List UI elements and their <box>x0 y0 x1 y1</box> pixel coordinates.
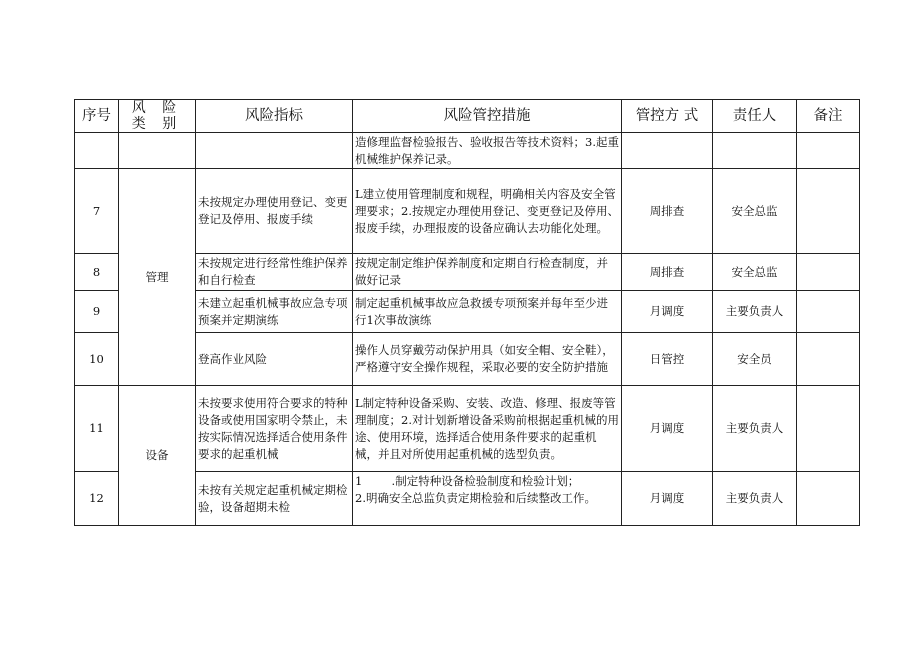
row-seq: 12 <box>75 472 119 526</box>
header-row <box>75 100 860 133</box>
header-remarks: 备注 <box>797 100 860 133</box>
row-owner: 主要负责人 <box>713 386 797 472</box>
row-method: 月调度 <box>622 386 713 472</box>
row-remarks <box>797 472 860 526</box>
row-measures: L制定特种设备采购、安装、改造、修理、报废等管理制度；2.对计划新增设备采购前根据起重机械的用途、使用环境，选择适合使用条件要求的起重机械，并且对所使用起重机械的选型负责。 <box>353 386 622 472</box>
row-seq: 8 <box>75 254 119 291</box>
row-owner: 主要负责人 <box>713 291 797 333</box>
row-remarks <box>797 133 860 169</box>
measure-line-1: 1 .制定特种设备检验制度和检验计划； <box>355 474 580 488</box>
row-method: 周排查 <box>622 169 713 254</box>
header-method: 管控方 式 <box>622 100 713 133</box>
risk-control-table <box>74 99 860 526</box>
row-remarks <box>797 333 860 386</box>
row-indicator: 未按有关规定起重机械定期检验，设备超期未检 <box>196 472 353 526</box>
row-method: 日管控 <box>622 333 713 386</box>
row-category <box>119 133 196 169</box>
row-indicator <box>196 133 353 169</box>
row-measures <box>353 472 622 526</box>
row-method: 周排查 <box>622 254 713 291</box>
row-seq: 11 <box>75 386 119 472</box>
row-owner: 安全总监 <box>713 254 797 291</box>
row-indicator: 登高作业风险 <box>196 333 353 386</box>
header-indicator: 风险指标 <box>196 100 353 133</box>
row-indicator: 未按规定办理使用登记、变更登记及停用、报废手续 <box>196 169 353 254</box>
row-owner: 安全员 <box>713 333 797 386</box>
row-remarks <box>797 169 860 254</box>
row-method: 月调度 <box>622 472 713 526</box>
row-measures: 操作人员穿戴劳动保护用具（如安全帽、安全鞋），严格遵守安全操作规程，采取必要的安全防护措施 <box>353 333 622 386</box>
row-indicator: 未按要求使用符合要求的特种设备或使用国家明令禁止，未按实际情况选择适合使用条件要求的起重机械 <box>196 386 353 472</box>
category-cell-management: 管理 <box>119 169 196 386</box>
row-owner <box>713 133 797 169</box>
row-remarks <box>797 254 860 291</box>
row-method <box>622 133 713 169</box>
table-row <box>75 169 860 254</box>
measure-line-2: 2.明确安全总监负责定期检验和后续整改工作。 <box>355 491 596 505</box>
category-cell-equipment: 设备 <box>119 386 196 526</box>
row-remarks <box>797 291 860 333</box>
header-measures: 风险管控措施 <box>353 100 622 133</box>
row-indicator: 未按规定进行经常性维护保养和自行检查 <box>196 254 353 291</box>
row-owner: 安全总监 <box>713 169 797 254</box>
row-measures: 造修理监督检验报告、验收报告等技术资料；3.起重机械维护保养记录。 <box>353 133 622 169</box>
header-owner: 责任人 <box>713 100 797 133</box>
row-seq: 7 <box>75 169 119 254</box>
row-measures: L建立使用管理制度和规程，明确相关内容及安全管理要求；2.按规定办理使用登记、变更登记及停用、报废手续，办理报废的设备应确认去功能化处理。 <box>353 169 622 254</box>
header-seq: 序号 <box>75 100 119 133</box>
row-owner: 主要负责人 <box>713 472 797 526</box>
row-measures: 制定起重机械事故应急救援专项预案并每年至少进行1次事故演练 <box>353 291 622 333</box>
row-method: 月调度 <box>622 291 713 333</box>
row-indicator: 未建立起重机械事故应急专项预案并定期演练 <box>196 291 353 333</box>
header-category: 风 险 类 别 <box>119 100 196 133</box>
row-remarks <box>797 386 860 472</box>
row-seq <box>75 133 119 169</box>
table-row <box>75 133 860 169</box>
row-seq: 10 <box>75 333 119 386</box>
row-measures: 按规定制定维护保养制度和定期自行检查制度，并做好记录 <box>353 254 622 291</box>
table-row <box>75 386 860 472</box>
row-seq: 9 <box>75 291 119 333</box>
